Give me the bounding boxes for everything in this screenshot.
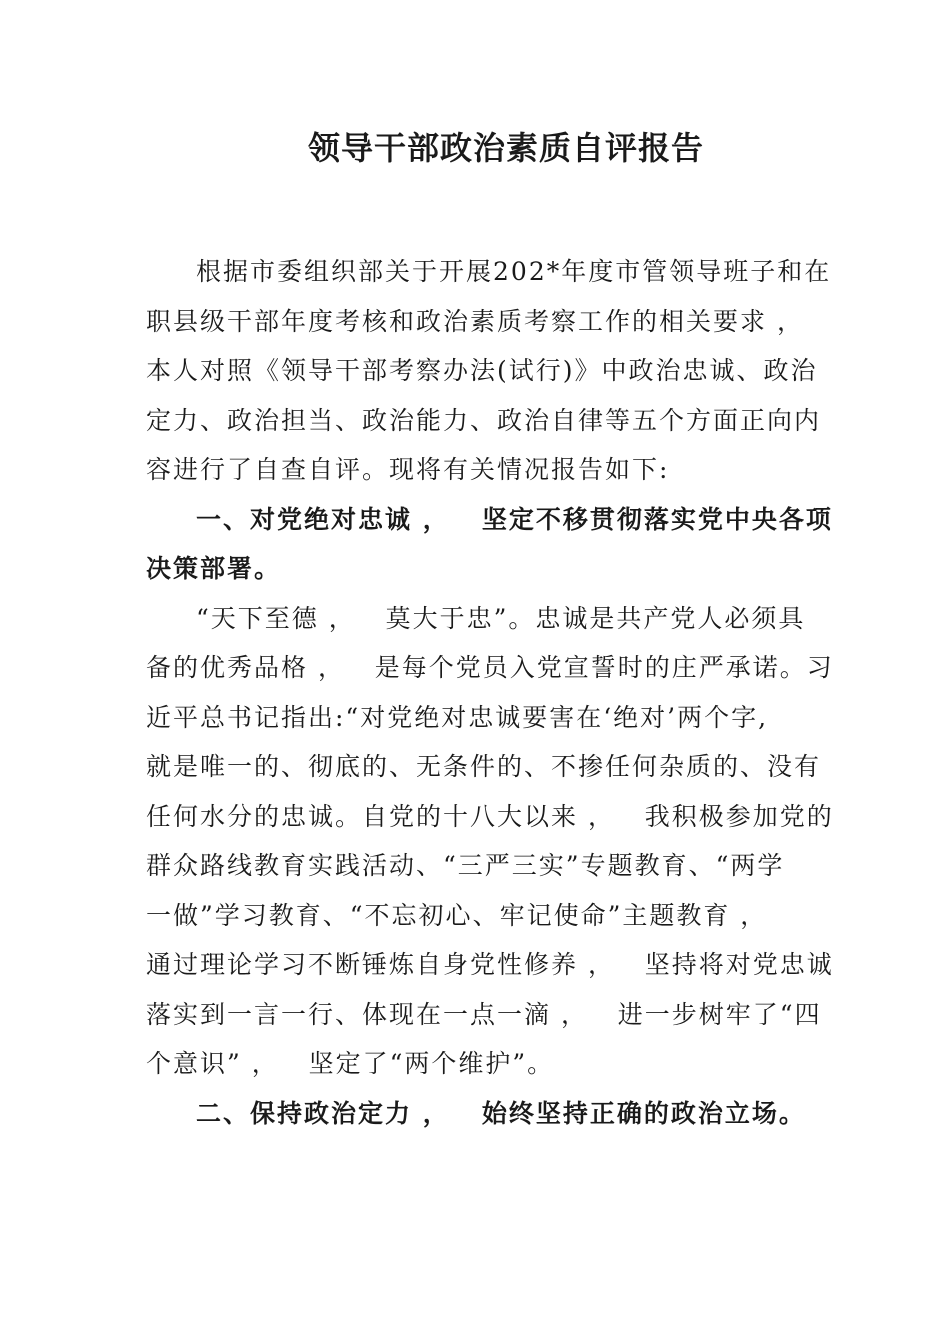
- paragraph-2-line-10: 个意识” ， 坚定了“两个维护”。: [146, 1049, 555, 1078]
- document-title: 领导干部政治素质自评报告: [307, 129, 704, 167]
- paragraph-2-line-5: 任何水分的忠诚。自党的十八大以来 ， 我积极参加党的: [146, 801, 834, 831]
- paragraph-1-line-2: 职县级干部年度考核和政治素质考察工作的相关要求 ，: [146, 306, 804, 336]
- paragraph-1-line-1: 根据市委组织部关于开展202*年度市管领导班子和在: [196, 257, 832, 286]
- section-heading-1-line-1: 一、对党绝对忠诚 ， 坚定不移贯彻落实党中央各项: [196, 504, 833, 534]
- paragraph-2-line-1: “天下至德 ， 莫大于忠”。忠诚是共产党人必须具: [196, 603, 806, 633]
- section-heading-1-line-2: 决策部署。: [146, 554, 282, 583]
- paragraph-2-line-6: 群众路线教育实践活动、“三严三实”专题教育、“两学: [146, 851, 785, 880]
- paragraph-2-line-9: 落实到一言一行、体现在一点一滴 ， 进一步树牢了“四: [146, 999, 822, 1029]
- paragraph-2-line-4: 就是唯一的、彻底的、无条件的、不掺任何杂质的、没有: [146, 752, 822, 781]
- paragraph-1-line-3: 本人对照《领导干部考察办法(试行)》中政治忠诚、政治: [146, 356, 818, 385]
- paragraph-2-line-7: 一做”学习教育、“不忘初心、牢记使命”主题教育 ，: [146, 900, 768, 930]
- paragraph-2-line-2: 备的优秀品格 ， 是每个党员入党宣誓时的庄严承诺。习: [146, 653, 834, 682]
- section-heading-2-line-1: 二、保持政治定力 ， 始终坚持正确的政治立场。: [196, 1098, 806, 1128]
- paragraph-2-line-8: 通过理论学习不断锤炼自身党性修养 ， 坚持将对党忠诚: [146, 950, 834, 979]
- paragraph-1-line-5: 容进行了自查自评。现将有关情况报告如下:: [146, 455, 670, 484]
- document-body: [146, 247, 834, 1138]
- paragraph-2-line-3: 近平总书记指出:“对党绝对忠诚要害在‘绝对’两个字,: [146, 702, 769, 732]
- paragraph-1-line-4: 定力、政治担当、政治能力、政治自律等五个方面正向内: [146, 405, 822, 435]
